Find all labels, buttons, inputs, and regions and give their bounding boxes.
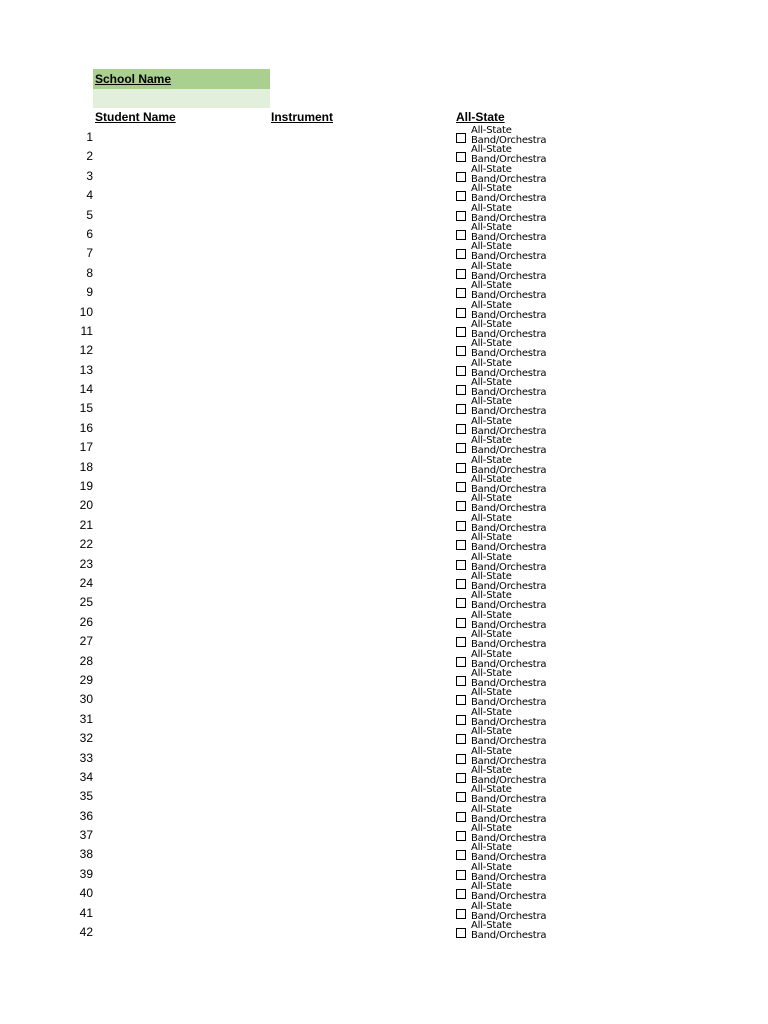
student-name-cell[interactable] (95, 786, 270, 805)
row-number: 42 (79, 925, 93, 940)
instrument-cell[interactable] (271, 398, 453, 417)
table-row (0, 476, 768, 495)
all-state-checkbox-label: All-State Band/Orchestra (471, 125, 547, 146)
table-row (0, 825, 768, 844)
instrument-cell[interactable] (271, 379, 453, 398)
table-row (0, 534, 768, 553)
all-state-checkbox-label: All-State Band/Orchestra (471, 377, 547, 399)
all-state-checkbox-label: All-State Band/Orchestra (471, 318, 547, 340)
student-name-cell[interactable] (95, 922, 270, 941)
all-state-checkbox-label: All-State Band/Orchestra (471, 299, 547, 321)
instrument-cell[interactable] (271, 554, 453, 573)
student-name-cell[interactable] (95, 282, 270, 301)
instrument-cell[interactable] (271, 243, 453, 262)
instrument-cell[interactable] (271, 592, 453, 611)
row-number: 10 (79, 304, 93, 319)
table-row (0, 922, 768, 941)
table-row (0, 706, 768, 728)
all-state-checkbox[interactable] (456, 404, 466, 414)
all-state-checkbox-label: All-State Band/Orchestra (471, 532, 547, 554)
student-name-cell[interactable] (95, 243, 270, 262)
student-name-cell[interactable] (95, 573, 270, 592)
instrument-cell[interactable] (271, 612, 453, 631)
all-state-checkbox[interactable] (456, 230, 466, 240)
table-row (0, 609, 768, 631)
all-state-checkbox[interactable] (456, 657, 466, 667)
student-name-cell[interactable] (95, 631, 270, 650)
table-row (0, 495, 768, 514)
instrument-cell[interactable] (271, 903, 453, 922)
instrument-cell[interactable] (271, 146, 453, 165)
all-state-checkbox-label: All-State Band/Orchestra (471, 474, 547, 496)
table-row (0, 728, 768, 747)
row-number: 38 (79, 847, 93, 862)
instrument-cell[interactable] (271, 864, 453, 883)
all-state-checkbox-label: All-State Band/Orchestra (471, 221, 547, 243)
table-row (0, 243, 768, 262)
all-state-checkbox[interactable] (456, 249, 466, 259)
instrument-cell[interactable] (271, 127, 453, 146)
row-number: 29 (79, 672, 93, 687)
table-row (0, 282, 768, 301)
table-row (0, 764, 768, 786)
student-name-cell[interactable] (95, 651, 270, 670)
all-state-checkbox-label: All-State Band/Orchestra (471, 764, 547, 786)
row-number: 7 (86, 246, 93, 261)
table-row (0, 667, 768, 689)
all-state-checkbox-label: All-State Band/Orchestra (471, 881, 547, 903)
instrument-cell[interactable] (271, 166, 453, 185)
table-row (0, 631, 768, 650)
table-row (0, 689, 768, 708)
student-name-cell[interactable] (95, 806, 270, 825)
table-row (0, 437, 768, 456)
student-name-cell[interactable] (95, 398, 270, 417)
student-name-cell[interactable] (95, 767, 270, 786)
row-number: 32 (79, 731, 93, 746)
row-number: 4 (86, 188, 93, 203)
row-number: 31 (79, 711, 93, 726)
all-state-checkbox[interactable] (456, 482, 466, 492)
student-name-cell[interactable] (95, 670, 270, 689)
row-number: 36 (79, 808, 93, 823)
all-state-checkbox-label: All-State Band/Orchestra (471, 570, 547, 592)
all-state-checkbox-label: All-State Band/Orchestra (471, 396, 547, 418)
row-number: 1 (86, 130, 93, 144)
row-number: 16 (79, 420, 93, 435)
all-state-checkbox[interactable] (456, 754, 466, 764)
instrument-cell[interactable] (271, 302, 453, 321)
student-name-cell[interactable] (95, 612, 270, 631)
student-name-cell[interactable] (95, 340, 270, 359)
all-state-column-header: All-State (456, 110, 505, 124)
instrument-cell[interactable] (271, 418, 453, 437)
table-row (0, 454, 768, 476)
all-state-checkbox-label: All-State Band/Orchestra (471, 415, 547, 437)
all-state-checkbox[interactable] (456, 540, 466, 550)
instrument-cell[interactable] (271, 670, 453, 689)
table-row (0, 512, 768, 534)
all-state-checkbox-label: All-State Band/Orchestra (471, 726, 547, 748)
table-row (0, 844, 768, 863)
instrument-cell[interactable] (271, 263, 453, 282)
row-number: 30 (79, 692, 93, 707)
row-number: 41 (79, 905, 93, 920)
all-state-checkbox[interactable] (456, 792, 466, 802)
table-row (0, 745, 768, 767)
all-state-checkbox-label: All-State Band/Orchestra (471, 823, 547, 845)
student-name-cell[interactable] (95, 437, 270, 456)
all-state-checkbox[interactable] (456, 618, 466, 628)
table-row (0, 592, 768, 611)
all-state-checkbox[interactable] (456, 870, 466, 880)
table-row (0, 318, 768, 340)
all-state-checkbox[interactable] (456, 850, 466, 860)
instrument-cell[interactable] (271, 321, 453, 340)
instrument-cell[interactable] (271, 340, 453, 359)
all-state-checkbox-label: All-State Band/Orchestra (471, 183, 547, 205)
table-row (0, 648, 768, 670)
all-state-checkbox[interactable] (456, 191, 466, 201)
row-number: 8 (86, 265, 93, 280)
all-state-checkbox-label: All-State Band/Orchestra (471, 842, 547, 864)
student-name-column-header: Student Name (95, 110, 176, 124)
all-state-checkbox[interactable] (456, 172, 466, 182)
all-state-checkbox-label: All-State Band/Orchestra (471, 687, 547, 709)
instrument-cell[interactable] (271, 786, 453, 805)
row-number: 14 (79, 382, 93, 397)
student-name-cell[interactable] (95, 883, 270, 902)
instrument-column-header: Instrument (271, 110, 334, 124)
all-state-checkbox[interactable] (456, 443, 466, 453)
row-number: 23 (79, 556, 93, 571)
table-row (0, 803, 768, 825)
row-number: 34 (79, 769, 93, 784)
student-name-cell[interactable] (95, 185, 270, 204)
table-row (0, 900, 768, 922)
all-state-checkbox[interactable] (456, 715, 466, 725)
all-state-checkbox-label: All-State Band/Orchestra (471, 803, 547, 825)
all-state-checkbox-label: All-State Band/Orchestra (471, 900, 547, 922)
all-state-checkbox[interactable] (456, 308, 466, 318)
all-state-checkbox-label: All-State Band/Orchestra (471, 260, 547, 282)
row-number: 26 (79, 614, 93, 629)
all-state-checkbox-label: All-State Band/Orchestra (471, 435, 547, 457)
student-name-cell[interactable] (95, 263, 270, 282)
all-state-checkbox-label: All-State Band/Orchestra (471, 144, 547, 166)
student-name-cell[interactable] (95, 903, 270, 922)
row-number: 20 (79, 498, 93, 513)
table-row (0, 415, 768, 437)
all-state-checkbox-label: All-State Band/Orchestra (471, 629, 547, 651)
row-number: 2 (86, 149, 93, 164)
row-number: 39 (79, 866, 93, 881)
row-number: 15 (79, 401, 93, 416)
student-name-cell[interactable] (95, 302, 270, 321)
student-name-cell[interactable] (95, 379, 270, 398)
all-state-checkbox-label: All-State Band/Orchestra (471, 241, 547, 263)
instrument-cell[interactable] (271, 573, 453, 592)
instrument-cell[interactable] (271, 748, 453, 767)
instrument-cell[interactable] (271, 651, 453, 670)
student-name-cell[interactable] (95, 360, 270, 379)
all-state-checkbox-label: All-State Band/Orchestra (471, 551, 547, 573)
all-state-checkbox-label: All-State Band/Orchestra (471, 861, 547, 883)
instrument-cell[interactable] (271, 728, 453, 747)
student-name-cell[interactable] (95, 146, 270, 165)
instrument-cell[interactable] (271, 806, 453, 825)
table-row (0, 883, 768, 902)
instrument-cell[interactable] (271, 844, 453, 863)
all-state-checkbox-label: All-State Band/Orchestra (471, 512, 547, 534)
row-number: 33 (79, 750, 93, 765)
table-row (0, 221, 768, 243)
row-number: 24 (79, 575, 93, 590)
student-name-cell[interactable] (95, 689, 270, 708)
row-number: 18 (79, 459, 93, 474)
row-number: 9 (86, 285, 93, 300)
all-state-checkbox[interactable] (456, 327, 466, 337)
all-state-checkbox[interactable] (456, 560, 466, 570)
row-number: 37 (79, 828, 93, 843)
table-row (0, 163, 768, 185)
row-number: 27 (79, 634, 93, 649)
instrument-cell[interactable] (271, 883, 453, 902)
all-state-checkbox[interactable] (456, 579, 466, 589)
all-state-checkbox[interactable] (456, 424, 466, 434)
school-name-field[interactable] (93, 89, 270, 108)
table-row (0, 299, 768, 321)
all-state-checkbox-label: All-State Band/Orchestra (471, 667, 547, 689)
all-state-checkbox[interactable] (456, 463, 466, 473)
all-state-checkbox[interactable] (456, 773, 466, 783)
all-state-checkbox-label: All-State Band/Orchestra (471, 648, 547, 670)
student-name-cell[interactable] (95, 166, 270, 185)
row-number: 25 (79, 595, 93, 610)
row-number: 35 (79, 789, 93, 804)
all-state-checkbox-label: All-State Band/Orchestra (471, 706, 547, 728)
row-number: 21 (79, 517, 93, 532)
row-number: 17 (79, 440, 93, 455)
student-name-cell[interactable] (95, 515, 270, 534)
student-name-cell[interactable] (95, 864, 270, 883)
instrument-cell[interactable] (271, 476, 453, 495)
all-state-checkbox[interactable] (456, 831, 466, 841)
all-state-checkbox-label: All-State Band/Orchestra (471, 338, 547, 360)
row-number: 6 (86, 226, 93, 241)
student-name-cell[interactable] (95, 554, 270, 573)
student-name-cell[interactable] (95, 748, 270, 767)
table-row (0, 861, 768, 883)
table-row (0, 570, 768, 592)
all-state-checkbox[interactable] (456, 676, 466, 686)
all-state-checkbox-label: All-State Band/Orchestra (471, 784, 547, 806)
table-row (0, 202, 768, 224)
row-number: 22 (79, 537, 93, 552)
all-state-checkbox[interactable] (456, 928, 466, 938)
student-name-cell[interactable] (95, 224, 270, 243)
row-number: 12 (79, 343, 93, 358)
instrument-cell[interactable] (271, 922, 453, 941)
instrument-cell[interactable] (271, 767, 453, 786)
student-name-cell[interactable] (95, 534, 270, 553)
row-number: 5 (86, 207, 93, 222)
school-name-header: School Name (93, 69, 270, 89)
all-state-checkbox-label: All-State Band/Orchestra (471, 609, 547, 631)
student-name-cell[interactable] (95, 592, 270, 611)
student-name-cell[interactable] (95, 127, 270, 146)
instrument-cell[interactable] (271, 185, 453, 204)
row-number: 3 (86, 168, 93, 183)
student-name-cell[interactable] (95, 418, 270, 437)
instrument-cell[interactable] (271, 437, 453, 456)
all-state-checkbox[interactable] (456, 366, 466, 376)
row-number: 19 (79, 479, 93, 494)
all-state-checkbox[interactable] (456, 346, 466, 356)
instrument-cell[interactable] (271, 205, 453, 224)
instrument-cell[interactable] (271, 282, 453, 301)
all-state-checkbox[interactable] (456, 598, 466, 608)
all-state-checkbox[interactable] (456, 695, 466, 705)
all-state-checkbox[interactable] (456, 211, 466, 221)
all-state-checkbox[interactable] (456, 133, 466, 143)
table-row (0, 379, 768, 398)
student-name-cell[interactable] (95, 321, 270, 340)
student-name-cell[interactable] (95, 844, 270, 863)
instrument-cell[interactable] (271, 457, 453, 476)
student-name-cell[interactable] (95, 495, 270, 514)
all-state-checkbox-label: All-State Band/Orchestra (471, 454, 547, 476)
all-state-checkbox[interactable] (456, 152, 466, 162)
instrument-cell[interactable] (271, 495, 453, 514)
table-row (0, 340, 768, 359)
all-state-checkbox[interactable] (456, 734, 466, 744)
table-row (0, 551, 768, 573)
row-number: 13 (79, 362, 93, 377)
row-number: 28 (79, 653, 93, 668)
table-row (0, 357, 768, 379)
instrument-cell[interactable] (271, 224, 453, 243)
student-name-cell[interactable] (95, 205, 270, 224)
instrument-cell[interactable] (271, 709, 453, 728)
all-state-checkbox-label: All-State Band/Orchestra (471, 745, 547, 767)
all-state-checkbox-label: All-State Band/Orchestra (471, 590, 547, 612)
all-state-checkbox-label: All-State Band/Orchestra (471, 920, 547, 942)
table-row (0, 127, 768, 146)
student-name-cell[interactable] (95, 457, 270, 476)
table-row (0, 146, 768, 165)
instrument-cell[interactable] (271, 515, 453, 534)
table-row (0, 398, 768, 417)
student-name-cell[interactable] (95, 476, 270, 495)
all-state-checkbox-label: All-State Band/Orchestra (471, 357, 547, 379)
instrument-cell[interactable] (271, 689, 453, 708)
all-state-checkbox-label: All-State Band/Orchestra (471, 493, 547, 515)
all-state-checkbox[interactable] (456, 385, 466, 395)
all-state-checkbox[interactable] (456, 288, 466, 298)
all-state-checkbox[interactable] (456, 637, 466, 647)
all-state-checkbox[interactable] (456, 889, 466, 899)
student-name-cell[interactable] (95, 728, 270, 747)
all-state-checkbox[interactable] (456, 812, 466, 822)
all-state-checkbox-label: All-State Band/Orchestra (471, 163, 547, 185)
all-state-checkbox-label: All-State Band/Orchestra (471, 202, 547, 224)
student-roster (0, 127, 768, 941)
table-row (0, 185, 768, 204)
row-number: 11 (80, 323, 93, 338)
table-row (0, 786, 768, 805)
student-name-cell[interactable] (95, 709, 270, 728)
instrument-cell[interactable] (271, 825, 453, 844)
row-number: 40 (79, 886, 93, 901)
instrument-cell[interactable] (271, 631, 453, 650)
instrument-cell[interactable] (271, 534, 453, 553)
all-state-checkbox[interactable] (456, 521, 466, 531)
table-row (0, 260, 768, 282)
all-state-checkbox[interactable] (456, 909, 466, 919)
all-state-checkbox-label: All-State Band/Orchestra (471, 280, 547, 302)
all-state-checkbox[interactable] (456, 501, 466, 511)
instrument-cell[interactable] (271, 360, 453, 379)
all-state-checkbox[interactable] (456, 269, 466, 279)
student-name-cell[interactable] (95, 825, 270, 844)
